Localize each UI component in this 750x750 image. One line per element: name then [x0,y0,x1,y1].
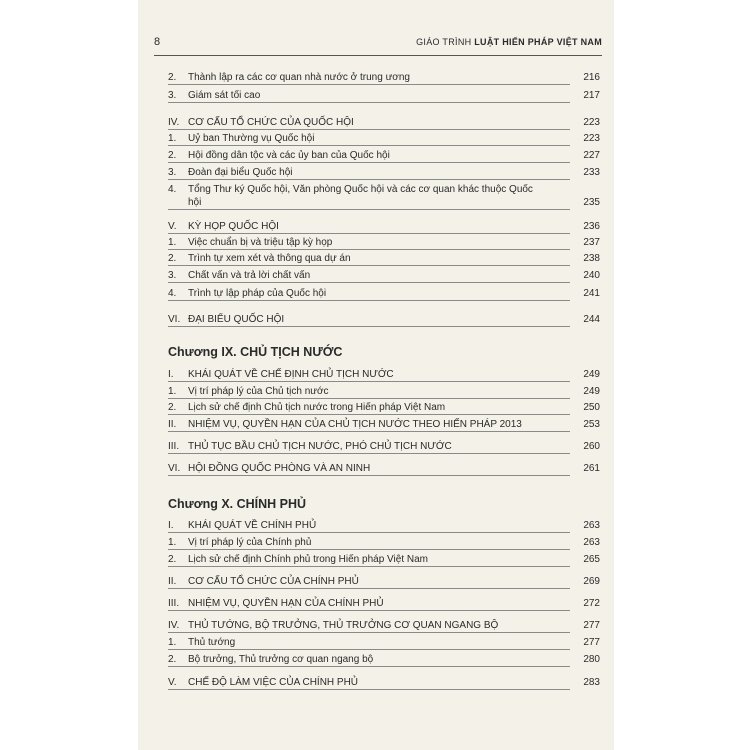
toc-entry-label: HỘI ĐỒNG QUỐC PHÒNG VÀ AN NINH [188,463,371,474]
toc-entry-page: 249 [583,369,600,380]
toc-entry-number: 3. [168,270,177,281]
toc-entry-label: ĐẠI BIỂU QUỐC HỘI [188,314,285,325]
toc-entry-page: 283 [583,677,600,688]
toc-entry-number: IV. [168,620,180,631]
toc-entry-number: 2. [168,150,177,161]
toc-entry-number: 1. [168,637,177,648]
toc-entry [168,676,600,690]
toc-entry-number: 1. [168,237,177,248]
toc-entry-number: IV. [168,117,180,128]
toc-entry-number: 2. [168,253,177,264]
toc-entry [168,519,600,533]
page-number: 8 [154,36,161,48]
toc-entry [168,553,600,567]
toc-entry-number: 1. [168,537,177,548]
toc-entry [168,132,600,146]
toc-entry-page: 260 [583,441,600,452]
toc-entry-label: Lịch sử chế định Chủ tịch nước trong Hiến pháp Việt Nam [188,402,446,413]
toc-entry [168,401,600,415]
toc-entry-page: 235 [583,197,600,208]
toc-entry-label: Chất vấn và trả lời chất vấn [188,270,311,281]
toc-entry [168,252,600,266]
toc-entry-page: 244 [583,314,600,325]
toc-entry-label: CƠ CẤU TỔ CHỨC CỦA CHÍNH PHỦ [188,576,359,587]
toc-entry [168,368,600,382]
toc-entry-label: KHÁI QUÁT VỀ CHÍNH PHỦ [188,520,317,531]
toc-entry-page: 263 [583,520,600,531]
toc-entry-page: 261 [583,463,600,474]
toc-entry-page: 253 [583,419,600,430]
toc-entry-number: II. [168,576,177,587]
toc-entry [168,619,600,633]
toc-entry-label: Thủ tướng [188,637,236,648]
toc-entry [168,116,600,130]
toc-entry [168,313,600,327]
running-title-prefix: GIÁO TRÌNH [416,37,472,47]
toc-entry [168,89,600,103]
toc-entry-label: THỦ TỤC BẦU CHỦ TỊCH NƯỚC, PHÓ CHỦ TỊCH NƯỚC [188,441,452,452]
toc-entry-page: 233 [583,167,600,178]
toc-entry [168,440,600,454]
toc-entry-number: 2. [168,72,177,83]
toc-entry-page: 241 [583,288,600,299]
toc-entry-number: III. [168,598,180,609]
toc-entry-page: 237 [583,237,600,248]
toc-entry [168,462,600,476]
toc-entry-page: 272 [583,598,600,609]
toc-entry-number: VI. [168,314,181,325]
toc-entry-label: Uỷ ban Thường vụ Quốc hội [188,133,315,144]
toc-entry-page: 217 [583,90,600,101]
toc-entry-number: VI. [168,463,181,474]
toc-entry-page: 277 [583,637,600,648]
chapter-title: Chương X. CHÍNH PHỦ [168,497,307,511]
toc-entry-number: 4. [168,184,177,195]
toc-entry-label: Hội đồng dân tộc và các ủy ban của Quốc hội [188,150,390,161]
toc-entry-label: KỲ HỌP QUỐC HỘI [188,221,279,232]
toc-entry-label: Trình tự lập pháp của Quốc hội [188,288,327,299]
toc-entry [168,418,600,432]
chapter-title: Chương IX. CHỦ TỊCH NƯỚC [168,345,343,359]
toc-entry [168,536,600,550]
toc-entry-label: Thành lập ra các cơ quan nhà nước ở trung ương [188,72,410,83]
toc-entry-label: Giám sát tối cao [188,90,261,101]
toc-entry-number: 2. [168,654,177,665]
toc-entry-page: 223 [583,133,600,144]
toc-entry [168,287,600,301]
toc-entry-label: THỦ TƯỚNG, BỘ TRƯỞNG, THỦ TRƯỞNG CƠ QUAN NGANG BỘ [188,620,499,631]
toc-entry-number: 2. [168,554,177,565]
toc-entry-page: 263 [583,537,600,548]
book-page [138,0,614,750]
toc-entry-number: 4. [168,288,177,299]
toc-entry-label: KHÁI QUÁT VỀ CHẾ ĐỊNH CHỦ TỊCH NƯỚC [188,369,394,380]
toc-entry-label: Tổng Thư ký Quốc hội, Văn phòng Quốc hội và các cơ quan khác thuộc Quốc hội [188,184,533,208]
toc-entry-number: V. [168,677,177,688]
toc-entry-page: 216 [583,72,600,83]
toc-entry-label: Bộ trưởng, Thủ trưởng cơ quan ngang bộ [188,654,374,665]
toc-entry-page: 277 [583,620,600,631]
toc-entry-label: CƠ CẤU TỔ CHỨC CỦA QUỐC HỘI [188,117,354,128]
toc-entry [168,636,600,650]
toc-entry-label: NHIỆM VỤ, QUYỀN HẠN CỦA CHÍNH PHỦ [188,598,384,609]
toc-entry [168,653,600,667]
toc-entry-page: 250 [583,402,600,413]
toc-entry [168,597,600,611]
toc-entry-label: CHẾ ĐỘ LÀM VIỆC CỦA CHÍNH PHỦ [188,677,359,688]
toc-entry-page: 238 [583,253,600,264]
toc-entry [168,71,600,85]
page-header [154,33,602,56]
toc-entry-number: 1. [168,133,177,144]
toc-entry-page: 240 [583,270,600,281]
toc-entry-number: III. [168,441,180,452]
toc-entry-number: 1. [168,386,177,397]
toc-entry-label: Đoàn đại biểu Quốc hội [188,167,293,178]
toc-entry [168,220,600,234]
toc-entry-label: Vị trí pháp lý của Chính phủ [188,537,312,548]
toc-entry [168,149,600,163]
toc-entry-page: 236 [583,221,600,232]
toc-entry-number: I. [168,369,174,380]
toc-entry-number: 3. [168,167,177,178]
toc-entry [168,385,600,399]
toc-entry [168,236,600,250]
toc-entry-page: 223 [583,117,600,128]
toc-entry-label: Lịch sử chế định Chính phủ trong Hiến pháp Việt Nam [188,554,428,565]
toc-entry [168,166,600,180]
toc-entry-number: 3. [168,90,177,101]
running-title [416,37,602,47]
toc-entry [168,269,600,283]
toc-entry [168,183,600,210]
toc-entry-label: Việc chuẩn bị và triệu tập kỳ họp [188,237,333,248]
toc-entry-label: NHIỆM VỤ, QUYỀN HẠN CỦA CHỦ TỊCH NƯỚC THEO HIẾN PHÁP 2013 [188,419,522,430]
toc-entry-page: 227 [583,150,600,161]
toc-entry [168,575,600,589]
toc-entry-page: 280 [583,654,600,665]
toc-entry-page: 249 [583,386,600,397]
toc-entry-page: 269 [583,576,600,587]
toc-entry-label: Trình tự xem xét và thông qua dự án [188,253,351,264]
toc-entry-number: I. [168,520,174,531]
running-title-bold: LUẬT HIẾN PHÁP VIỆT NAM [474,37,602,47]
toc-entry-label: Vị trí pháp lý của Chủ tịch nước [188,386,329,397]
toc-entry-page: 265 [583,554,600,565]
toc-entry-number: II. [168,419,177,430]
toc-entry-number: V. [168,221,177,232]
toc-entry-number: 2. [168,402,177,413]
